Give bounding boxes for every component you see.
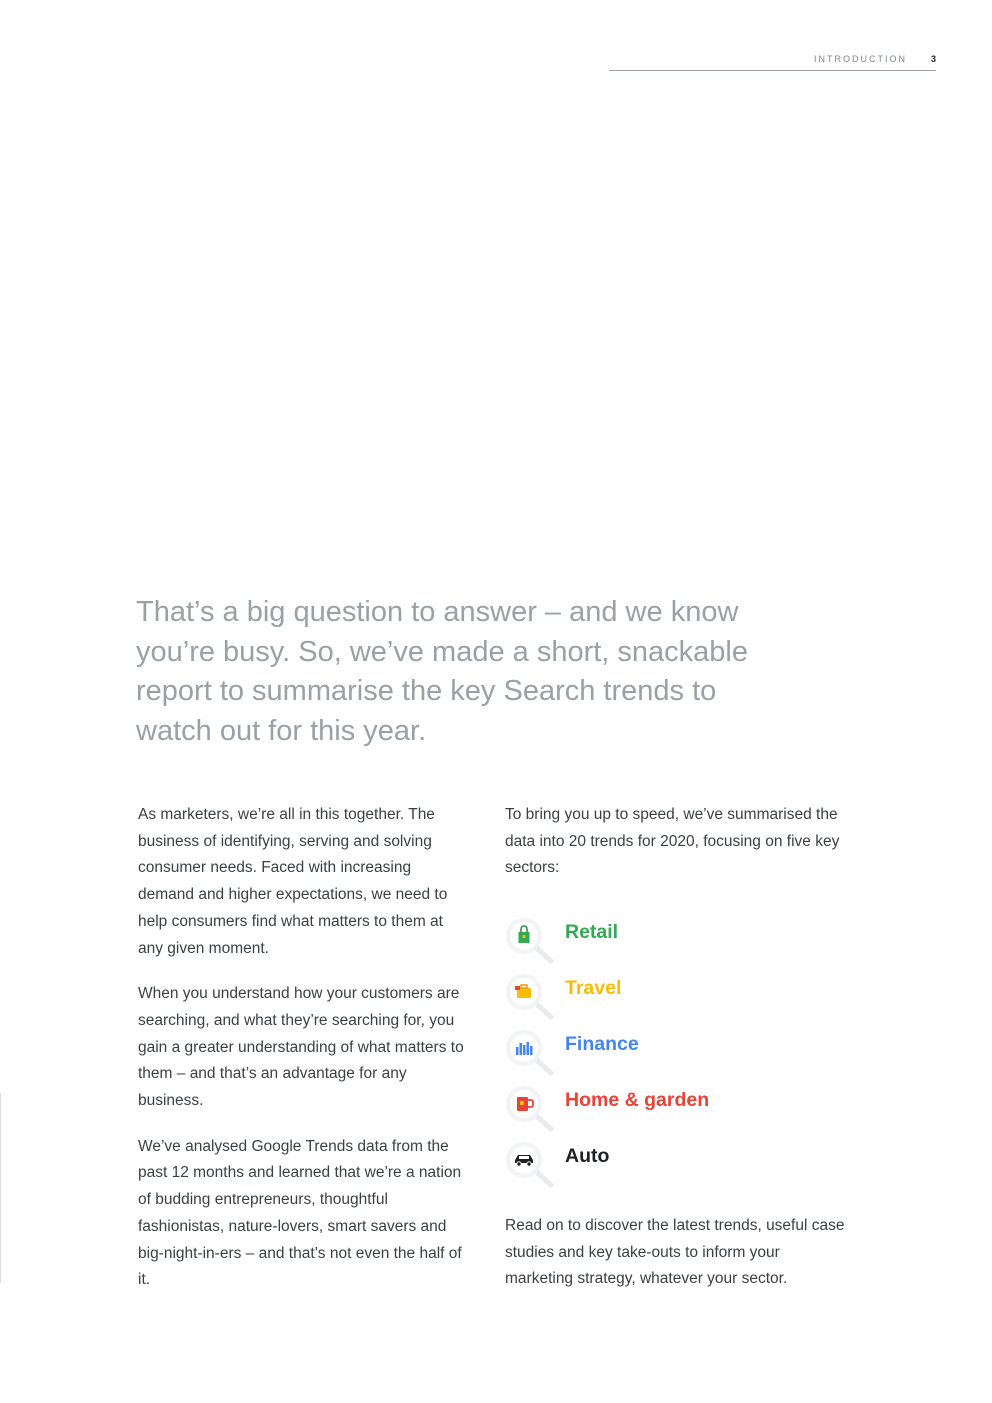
sector-label: Home & garden <box>565 1089 710 1111</box>
paragraph: To bring you up to speed, we’ve summarised the data into 20 trends for 2020, focusing on five key sectors: <box>505 806 840 877</box>
sector-label: Retail <box>565 921 619 943</box>
intro-heading: That’s a big question to answer – and we know you’re busy. So, we’ve made a short, snackable report to summarise the key Search trends to watch out for this year. <box>136 596 749 747</box>
sector-auto <box>505 1136 845 1192</box>
sector-label: Travel <box>565 977 622 999</box>
sector-label: Auto <box>565 1145 610 1167</box>
sector-retail <box>505 912 845 968</box>
outro-paragraph: Read on to discover the latest trends, useful case studies and key take-outs to inform your marketing strategy, whatever your sector. <box>505 1217 845 1288</box>
bar-chart-icon <box>505 1027 559 1077</box>
sector-label: Finance <box>565 1033 639 1055</box>
section-title: INTRODUCTION <box>813 54 907 64</box>
sector-home-garden <box>505 1080 845 1136</box>
page-header <box>609 54 936 71</box>
mug-icon <box>505 1083 559 1133</box>
paragraph: As marketers, we’re all in this together. The business of identifying, serving and solving consumer needs. Faced with increasing demand and higher expectations, we need to help consumers find what matters to them at any given moment. <box>138 806 448 957</box>
sector-finance <box>505 1024 845 1080</box>
page-number: 3 <box>930 54 936 64</box>
paragraph: When you understand how your customers are searching, and what they’re searching for, you gain a greater understanding of what matters to them – and that’s an advantage for any business. <box>138 985 464 1110</box>
left-column <box>138 802 470 1313</box>
sector-travel <box>505 968 845 1024</box>
shopping-bag-icon <box>505 915 559 965</box>
suitcase-icon <box>505 971 559 1021</box>
page-edge-divider <box>0 1093 1 1283</box>
sector-list <box>505 912 845 1192</box>
car-icon <box>505 1139 559 1189</box>
paragraph: We’ve analysed Google Trends data from the past 12 months and learned that we’re a nation of budding entrepreneurs, thoughtful fashionistas, nature-lovers, smart savers and big-night-in-ers – and that’s not even the half of it. <box>138 1137 462 1289</box>
right-column <box>505 802 840 901</box>
